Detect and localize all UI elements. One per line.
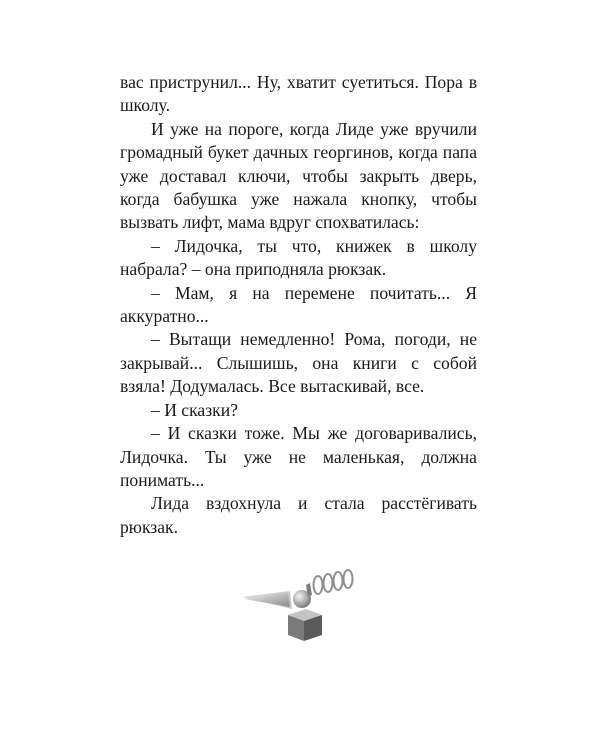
paragraph: – Вытащи немедленно! Рома, погоди, не закрывай... Слышишь, она книги с собой взяла! Додумалась. Все вытаскивай, все. xyxy=(120,329,477,397)
paragraph: вас приструнил... Ну, хватит суетиться. Пора в школу. xyxy=(120,72,477,116)
paragraph: – Лидочка, ты что, книжек в школу набрала? – она приподняла рюкзак. xyxy=(120,235,477,280)
paragraph: И уже на пороге, когда Лиде уже вручили громадный букет дачных георгинов, когда папа уже доставал ключи, чтобы закрыть дверь, когда бабушка уже нажала кнопку, чтобы вызвать лифт, мама вдруг спохватилась: xyxy=(120,118,477,233)
paragraph: Лида вздохнула и стала расстёгивать рюкзак. xyxy=(120,493,477,537)
paragraph: – Мам, я на перемене почитать... Я аккуратно... xyxy=(120,282,477,327)
decorative-vignette-icon xyxy=(236,563,360,643)
paragraph: – И сказки тоже. Мы же договаривались, Лидочка. Ты уже не маленькая, должна понимать... xyxy=(120,423,477,490)
body-text xyxy=(120,71,477,539)
paragraph: – И сказки? xyxy=(151,399,238,420)
